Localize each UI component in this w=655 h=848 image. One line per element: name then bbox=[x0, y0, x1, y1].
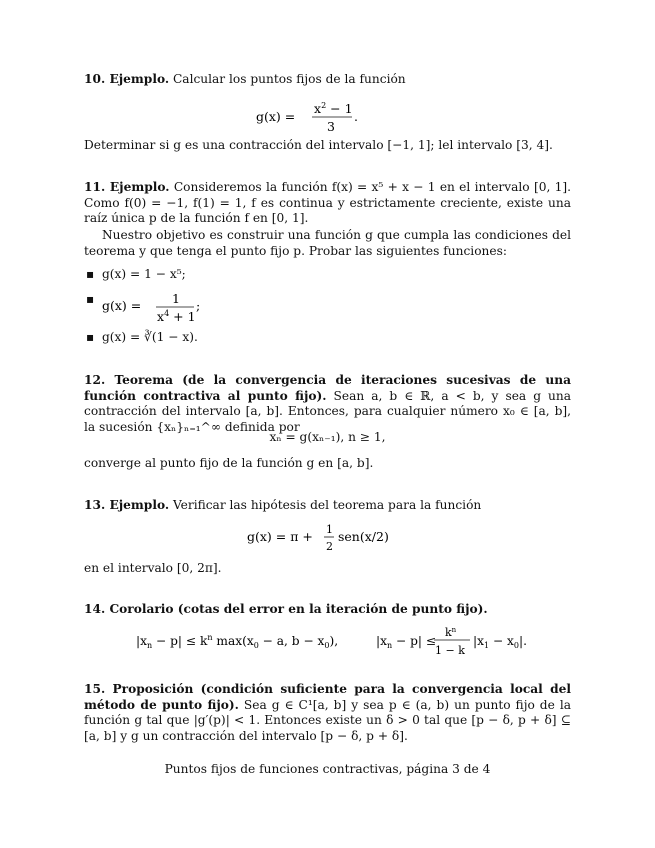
svg-text:3: 3 bbox=[326, 119, 335, 134]
example-11-item-2-math bbox=[102, 292, 212, 326]
theorem-12-paragraph bbox=[84, 373, 571, 435]
svg-text:x2 − 1: $x^2 - 1$ bbox=[313, 101, 353, 116]
corollary-14-title: 14. Corolario (cotas del error en la iteración de punto fijo). bbox=[84, 602, 488, 616]
svg-text:1 − k: 1 − k bbox=[434, 644, 465, 657]
proposition-15-text: Sea g ∈ C¹[a, b] y sea p ∈ (a, b) un punto fijo de la función g tal que |g′(p)| < 1. Entonces existe un δ > 0 tal que [p − δ, p + δ] ⊆ [a, b] y g un contracción del intervalo [p − δ, p + δ]. bbox=[84, 697, 571, 743]
svg-text:x4 + 1: $x^4 + 1$ bbox=[157, 309, 196, 324]
svg-text:1: 1 bbox=[172, 292, 180, 306]
example-10-question: Determinar si g es una contracción del intervalo [−1, 1]; lel intervalo [3, 4]. bbox=[84, 138, 553, 152]
svg-text:g(x) =: g(x) = bbox=[255, 109, 295, 124]
svg-text:|x1 − x0|.: $|x_1 - x_0|$. bbox=[472, 634, 527, 650]
example-11-item bbox=[102, 292, 212, 329]
svg-text:g(x) =: ▪ g(x) = bbox=[102, 298, 142, 313]
proposition-15-paragraph bbox=[84, 682, 571, 744]
example-11-title: 11. Ejemplo. bbox=[84, 180, 170, 194]
proposition-15-title: 15. Proposición (condición suficiente para la convergencia local del método de punto fijo). bbox=[84, 682, 571, 712]
example-10-title: 10. Ejemplo. bbox=[84, 72, 170, 86]
svg-text:kn: $k^n$ bbox=[444, 626, 456, 639]
example-13-text: Verificar las hipótesis del teorema para la función bbox=[169, 498, 482, 512]
example-13-title: 13. Ejemplo. bbox=[84, 498, 170, 512]
example-10-text: Calcular los puntos fijos de la función bbox=[169, 72, 406, 86]
example-11-item: ▪ g(x) = ∛(1 − x). bbox=[102, 330, 198, 344]
example-11-item: ▪ g(x) = 1 − x⁵; bbox=[102, 267, 186, 281]
example-13-formula bbox=[84, 522, 571, 559]
svg-text:|xn − p| ≤ kn max(x0 − a, b −: $|x_n - p| \le k^n$ $\max(x_0 - a$, $b - x_0$), bbox=[135, 633, 338, 650]
svg-text:|xn − p| ≤: $|x_n - p|$ ≤ bbox=[375, 634, 436, 650]
example-10-formula-math bbox=[248, 100, 408, 136]
svg-text:1: 1 bbox=[325, 523, 333, 536]
svg-text:2: 2 bbox=[325, 540, 333, 553]
theorem-12-text: Sean a, b ∈ ℝ, a < b, y sea g una contracción del intervalo [a, b]. Entonces, para cualquier número x₀ ∈ [a, b], la sucesión {xₙ}ₙ₌₁^∞ definida por bbox=[84, 388, 571, 434]
page-footer: Puntos fijos de funciones contractivas, página 3 de 4 bbox=[164, 762, 491, 776]
example-13-intro bbox=[84, 498, 571, 514]
corollary-14-formula-math bbox=[98, 624, 558, 660]
theorem-12-formula: xₙ = g(xₙ₋₁), n ≥ 1, bbox=[269, 430, 386, 444]
example-11-text: Consideremos la función f(x) = x⁵ + x − 1 en el intervalo [0, 1]. Como f(0) = −1, f(1) = 1, f es continua y estrictamente creciente, existe una raíz única p de la función f en [0, 1]. bbox=[84, 180, 571, 226]
example-11-paragraph-2: Nuestro objetivo es construir una función g que cumpla las condiciones del teorema y que tenga el punto fijo p. Probar las siguientes funciones: bbox=[84, 228, 571, 258]
theorem-12-conclusion: converge al punto fijo de la función g en [a, b]. bbox=[84, 456, 374, 470]
example-10-intro bbox=[84, 72, 571, 88]
svg-text:g(x) = π +: g(x) = π + bbox=[246, 529, 313, 544]
svg-text:.: . bbox=[353, 109, 358, 124]
example-13-formula-math bbox=[243, 522, 413, 556]
example-13-interval: en el intervalo [0, 2π]. bbox=[84, 561, 222, 575]
svg-text:;: ; bbox=[196, 298, 201, 313]
theorem-12-title: 12. Teorema (de la convergencia de iteraciones sucesivas de una función contractiva al punto fijo). bbox=[84, 373, 571, 403]
example-10-formula bbox=[84, 100, 571, 139]
corollary-14-formula bbox=[84, 624, 571, 663]
svg-text:sen(x/2): sen(x/2) bbox=[337, 529, 389, 544]
example-11-paragraph bbox=[84, 180, 571, 227]
